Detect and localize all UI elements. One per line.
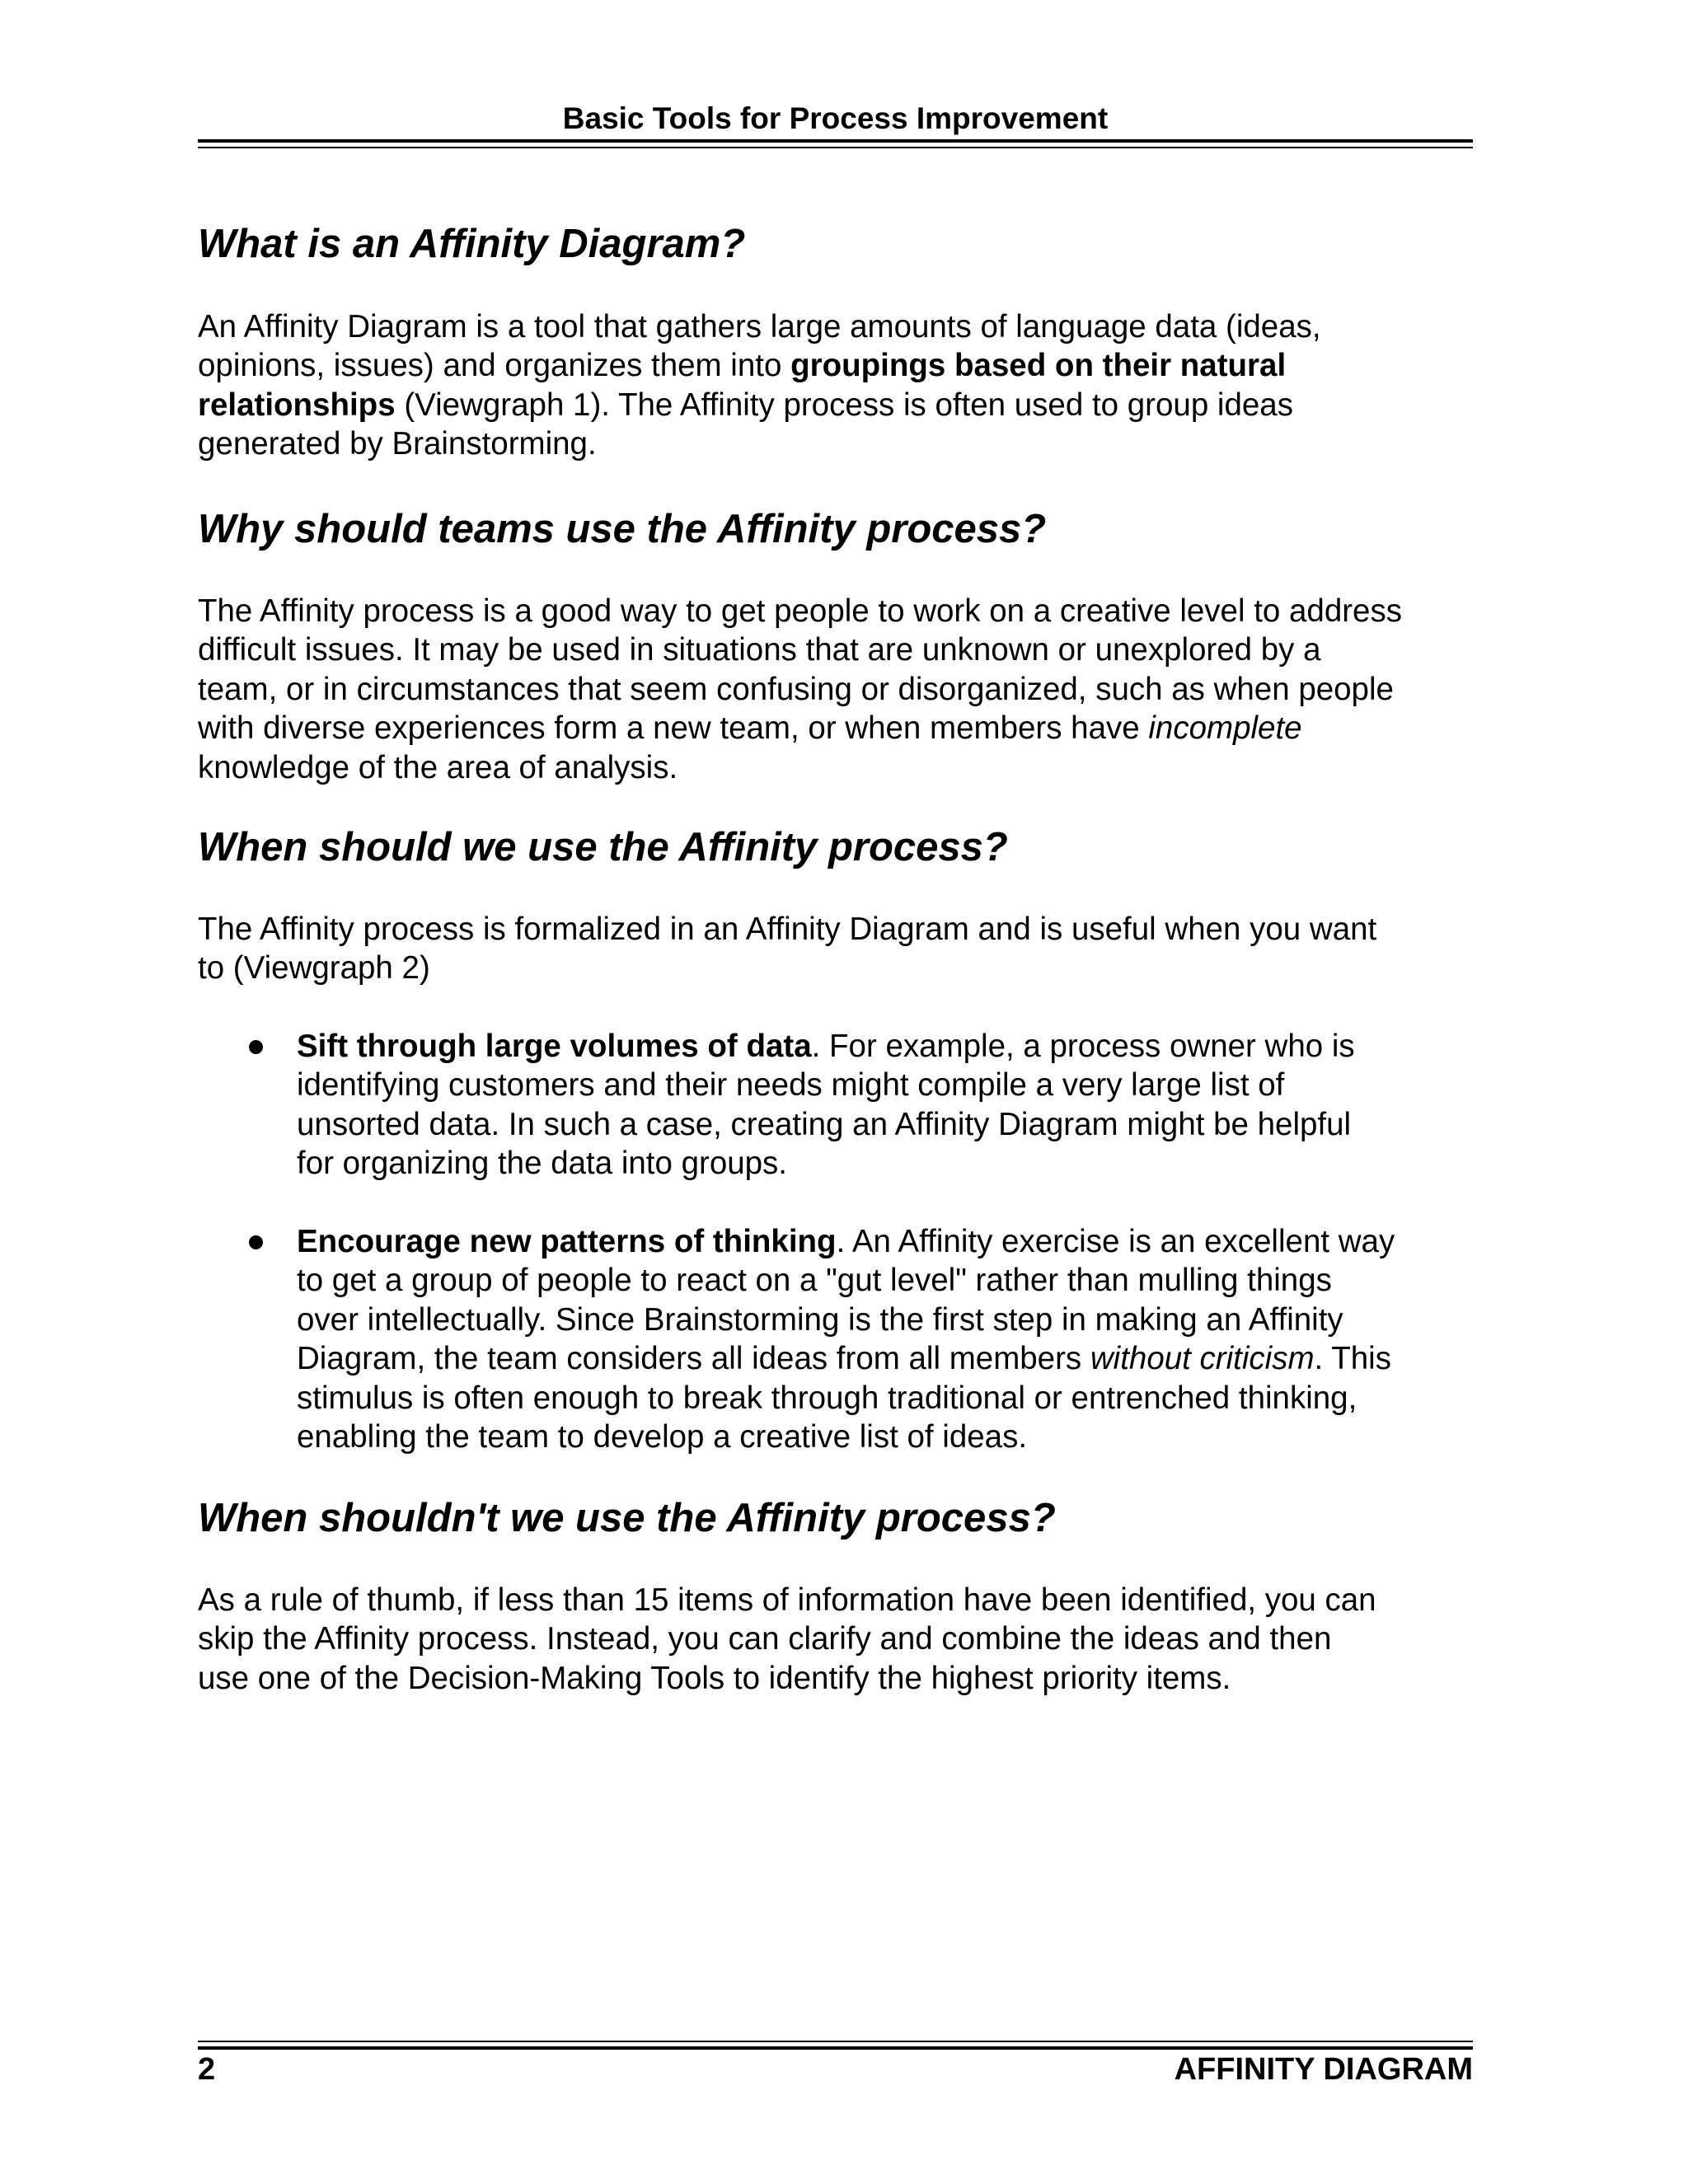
text-line: knowledge of the area of analysis.: [198, 749, 678, 785]
text-line: over intellectually. Since Brainstorming is the first step in making an Affinity: [297, 1301, 1343, 1338]
section-body-when: [198, 910, 1484, 988]
document-page: [198, 0, 1473, 2184]
text-line: opinions, issues) and organizes them into groupings based on their natural: [198, 348, 1287, 384]
text-line: with diverse experiences form a new team, or when members have incomplete: [198, 710, 1302, 747]
text-line: enabling the team to develop a creative list of ideas.: [297, 1419, 1028, 1455]
emphasis-text: groupings based on their natural: [790, 348, 1287, 384]
text-line: unsorted data. In such a case, creating an Affinity Diagram might be helpful: [297, 1106, 1352, 1142]
section-heading-when-not: When shouldn't we use the Affinity process?: [198, 1496, 1056, 1540]
bullet-icon: [249, 1040, 263, 1054]
running-header: Basic Tools for Process Improvement: [562, 101, 1109, 135]
emphasis-text: Encourage new patterns of thinking: [297, 1224, 837, 1259]
text-line: The Affinity process is a good way to get people to work on a creative level to address: [198, 593, 1402, 629]
section-heading-why: Why should teams use the Affinity process?: [198, 507, 1047, 551]
section-body-when-not: [198, 1581, 1484, 1698]
text-line: As a rule of thumb, if less than 15 items of information have been identified, you can: [198, 1582, 1376, 1618]
header-rule: [198, 139, 1473, 148]
text-line: Diagram, the team considers all ideas from all members without criticism. This: [297, 1341, 1391, 1377]
italic-text: without criticism: [1090, 1341, 1315, 1377]
bullet-icon: [249, 1235, 263, 1249]
section-body-what: [198, 307, 1484, 464]
emphasis-text: relationships: [198, 387, 396, 423]
text-line: Sift through large volumes of data. For example, a process owner who is: [297, 1029, 1355, 1064]
text-line: to (Viewgraph 2): [198, 950, 430, 987]
page-number: 2: [198, 2052, 216, 2087]
text-line: An Affinity Diagram is a tool that gathers large amounts of language data (ideas,: [198, 309, 1321, 344]
text-line: use one of the Decision-Making Tools to identify the highest priority items.: [198, 1660, 1231, 1696]
italic-text: incomplete: [1148, 710, 1302, 747]
text-line: to get a group of people to react on a "gut level" rather than mulling things: [297, 1263, 1332, 1299]
footer-rule: [198, 2041, 1473, 2050]
text-line: skip the Affinity process. Instead, you can clarify and combine the ideas and then: [198, 1621, 1332, 1657]
section-heading-when: When should we use the Affinity process?: [198, 825, 1008, 869]
section-heading-what: What is an Affinity Diagram?: [198, 222, 746, 266]
text-line: team, or in circumstances that seem confusing or disorganized, such as when people: [198, 671, 1394, 707]
bullet-item-sift: [297, 1027, 1484, 1183]
text-line: Encourage new patterns of thinking. An Affinity exercise is an excellent way: [297, 1224, 1395, 1259]
text-line: for organizing the data into groups.: [297, 1146, 788, 1182]
section-body-why: [198, 592, 1484, 787]
text-line: identifying customers and their needs might compile a very large list of: [297, 1067, 1285, 1104]
running-footer: AFFINITY DIAGRAM: [1174, 2052, 1473, 2087]
text-line: stimulus is often enough to break through traditional or entrenched thinking,: [297, 1380, 1357, 1416]
text-line: generated by Brainstorming.: [198, 426, 597, 462]
bullet-item-encourage: [297, 1222, 1484, 1456]
text-line: difficult issues. It may be used in situations that are unknown or unexplored by a: [198, 632, 1321, 668]
text-line: The Affinity process is formalized in an Affinity Diagram and is useful when you want: [198, 912, 1377, 947]
emphasis-text: Sift through large volumes of data: [297, 1029, 812, 1064]
text-line: relationships (Viewgraph 1). The Affinity process is often used to group ideas: [198, 387, 1293, 423]
